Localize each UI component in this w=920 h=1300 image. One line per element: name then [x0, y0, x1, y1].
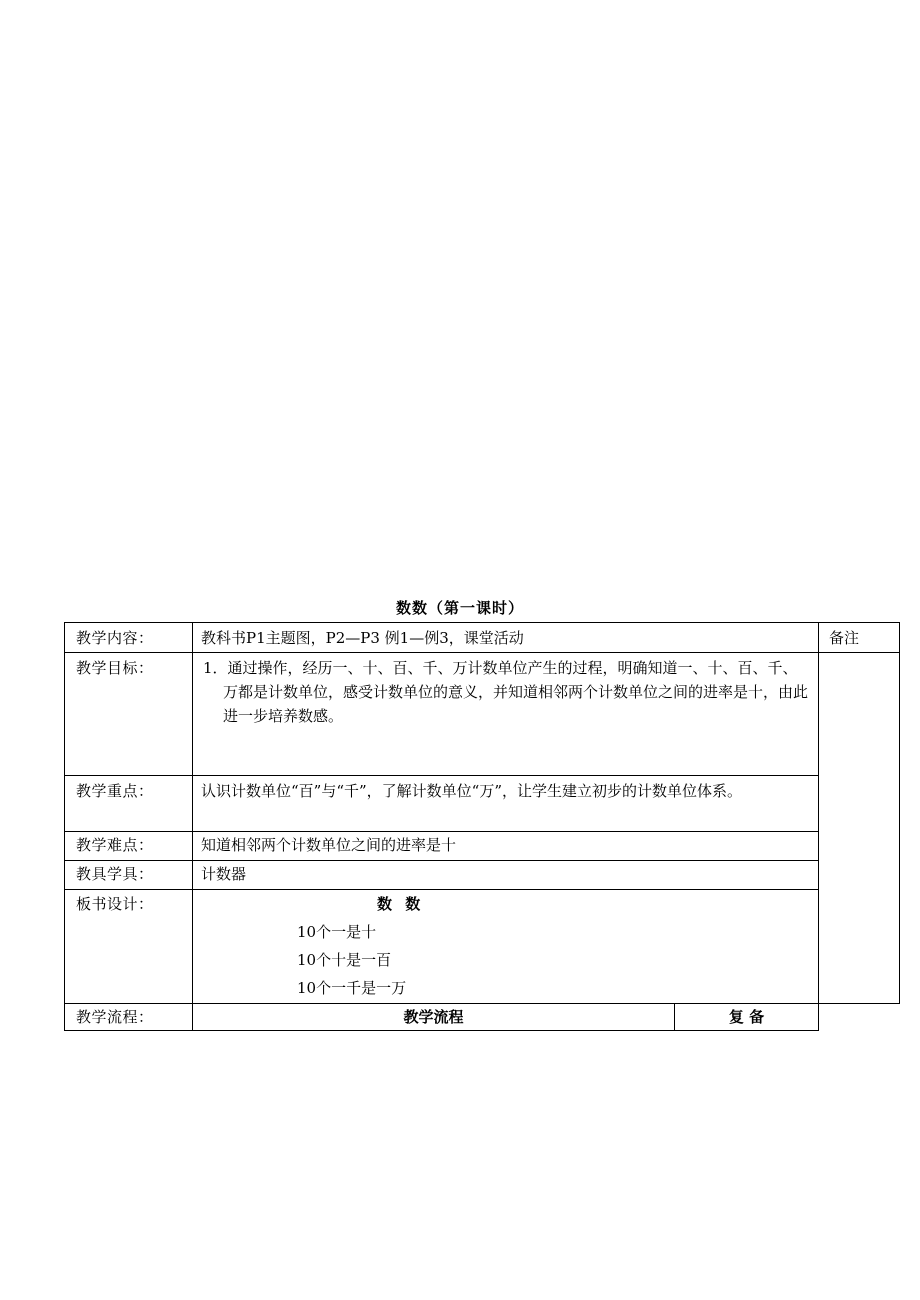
remarks-header: 备注 [819, 623, 900, 653]
row-key-points [65, 776, 900, 832]
label-key-points: 教学重点： [65, 776, 193, 832]
row-teaching-content [65, 623, 900, 653]
label-teaching-process: 教学流程： [65, 1004, 193, 1031]
board-line-3: 10个一千是一万 [297, 979, 407, 997]
row-teaching-goals [65, 653, 900, 776]
process-column-header: 教学流程 [193, 1004, 675, 1031]
empty-cell [819, 1004, 900, 1031]
value-teaching-goals: 1．通过操作，经历一、十、百、千、万计数单位产生的过程，明确知道一、十、百、千、万都是计数单位，感受计数单位的意义，并知道相邻两个计数单位之间的进率是十，由此进一步培养数感。 [193, 653, 819, 776]
remarks-column [819, 653, 900, 1004]
board-design-content [193, 890, 819, 1004]
label-teaching-content: 教学内容： [65, 623, 193, 653]
page-title: 数数（第一课时） [395, 599, 524, 617]
board-line-1: 10个一是十 [297, 923, 377, 941]
label-board-design: 板书设计： [65, 890, 193, 1004]
label-difficulties: 教学难点： [65, 832, 193, 861]
value-key-points: 认识计数单位“百”与“千”，了解计数单位“万”，让学生建立初步的计数单位体系。 [193, 776, 819, 832]
label-teaching-goals: 教学目标： [65, 653, 193, 776]
review-column-header: 复 备 [675, 1004, 819, 1031]
row-teaching-process [65, 1004, 900, 1031]
row-difficulties [65, 832, 900, 861]
row-tools [65, 861, 900, 890]
label-tools: 教具学具： [65, 861, 193, 890]
value-tools: 计数器 [193, 861, 819, 890]
value-teaching-content: 教科书P1主题图，P2—P3 例1—例3，课堂活动 [193, 623, 819, 653]
board-line-2: 10个十是一百 [297, 951, 392, 969]
board-heading: 数 数 [377, 895, 425, 913]
lesson-plan-table [64, 622, 900, 1031]
value-difficulties: 知道相邻两个计数单位之间的进率是十 [193, 832, 819, 861]
row-board-design [65, 890, 900, 1004]
